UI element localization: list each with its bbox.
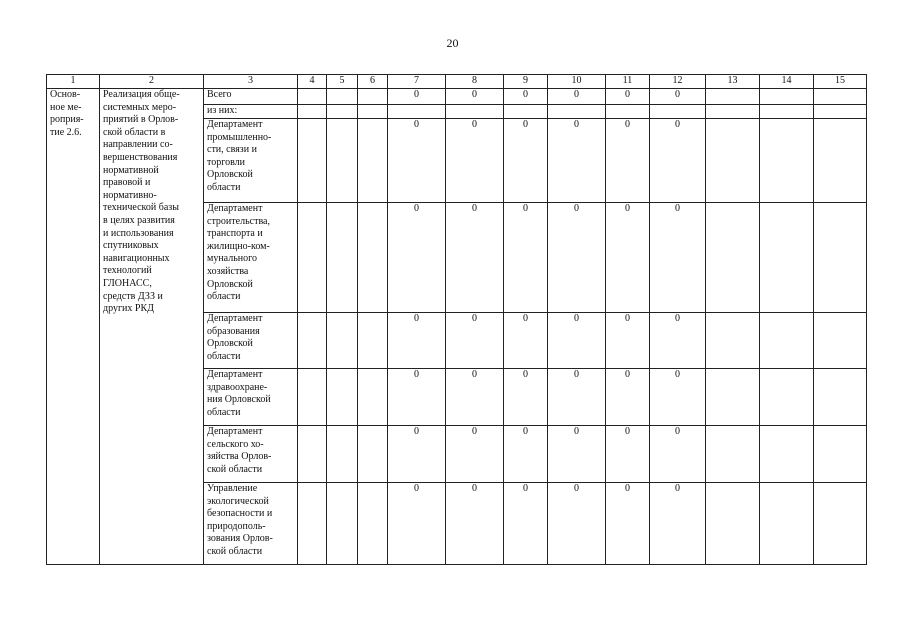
col-header: 12 <box>650 75 706 89</box>
empty-cell <box>358 89 388 105</box>
executor-label: Управление экологической безопасности и природополь- зования Орлов- ской области <box>204 483 298 565</box>
value-cell: 0 <box>548 119 606 203</box>
empty-cell <box>327 203 358 313</box>
col-header: 11 <box>606 75 650 89</box>
col-header: 15 <box>814 75 867 89</box>
value-cell: 0 <box>446 119 504 203</box>
value-cell: 0 <box>650 483 706 565</box>
value-cell: 0 <box>446 483 504 565</box>
value-cell: 0 <box>504 119 548 203</box>
empty-cell <box>760 203 814 313</box>
empty-cell <box>814 119 867 203</box>
value-cell: 0 <box>548 313 606 369</box>
empty-cell <box>298 426 327 483</box>
value-cell: 0 <box>446 89 504 105</box>
empty-cell <box>706 369 760 426</box>
col-header: 10 <box>548 75 606 89</box>
empty-cell <box>298 369 327 426</box>
value-cell: 0 <box>548 89 606 105</box>
empty-cell <box>327 313 358 369</box>
value-cell: 0 <box>388 426 446 483</box>
empty-cell <box>760 426 814 483</box>
value-cell: 0 <box>388 119 446 203</box>
empty-cell <box>706 483 760 565</box>
empty-cell <box>814 426 867 483</box>
value-cell: 0 <box>606 313 650 369</box>
value-cell: 0 <box>606 426 650 483</box>
value-cell <box>650 105 706 119</box>
col-header: 3 <box>204 75 298 89</box>
empty-cell <box>814 203 867 313</box>
value-cell: 0 <box>548 369 606 426</box>
empty-cell <box>298 203 327 313</box>
empty-cell <box>298 313 327 369</box>
empty-cell <box>298 105 327 119</box>
empty-cell <box>814 483 867 565</box>
value-cell: 0 <box>388 369 446 426</box>
empty-cell <box>760 119 814 203</box>
col-header: 2 <box>100 75 204 89</box>
col-header: 8 <box>446 75 504 89</box>
value-cell: 0 <box>650 369 706 426</box>
executor-label: Департамент сельского хо- зяйства Орлов- ской области <box>204 426 298 483</box>
value-cell <box>606 105 650 119</box>
value-cell: 0 <box>504 369 548 426</box>
value-cell: 0 <box>650 426 706 483</box>
value-cell: 0 <box>504 203 548 313</box>
empty-cell <box>760 89 814 105</box>
measure-description: Реализация обще- системных меро- приятий в Орлов- ской области в направлении со- вершенствования нормативной правовой и нормативно- технической базы в целях развития и использования спутниковых навигационных технологий ГЛОНАСС, средств ДЗЗ и других РКД <box>100 89 204 565</box>
value-cell <box>388 105 446 119</box>
value-cell: 0 <box>548 203 606 313</box>
value-cell: 0 <box>606 89 650 105</box>
executor-label: Департамент образования Орловской области <box>204 313 298 369</box>
empty-cell <box>327 105 358 119</box>
col-header: 5 <box>327 75 358 89</box>
table-row <box>47 89 867 105</box>
value-cell: 0 <box>650 119 706 203</box>
empty-cell <box>327 426 358 483</box>
empty-cell <box>358 426 388 483</box>
value-cell: 0 <box>446 203 504 313</box>
empty-cell <box>327 483 358 565</box>
value-cell: 0 <box>606 203 650 313</box>
value-cell: 0 <box>650 203 706 313</box>
value-cell: 0 <box>446 313 504 369</box>
value-cell: 0 <box>548 426 606 483</box>
value-cell: 0 <box>606 119 650 203</box>
empty-cell <box>358 483 388 565</box>
empty-cell <box>358 369 388 426</box>
empty-cell <box>706 203 760 313</box>
value-cell: 0 <box>446 426 504 483</box>
col-header: 1 <box>47 75 100 89</box>
measure-code: Основ- ное ме- роприя- тие 2.6. <box>47 89 100 565</box>
value-cell: 0 <box>504 426 548 483</box>
value-cell: 0 <box>548 483 606 565</box>
col-header: 14 <box>760 75 814 89</box>
executor-label: Департамент строительства, транспорта и жилищно-ком- мунального хозяйства Орловской области <box>204 203 298 313</box>
value-cell: 0 <box>606 483 650 565</box>
empty-cell <box>358 203 388 313</box>
empty-cell <box>327 369 358 426</box>
value-cell: 0 <box>446 369 504 426</box>
value-cell <box>504 105 548 119</box>
executor-label: из них: <box>204 105 298 119</box>
empty-cell <box>760 105 814 119</box>
empty-cell <box>298 119 327 203</box>
budget-table <box>46 74 867 565</box>
value-cell: 0 <box>606 369 650 426</box>
empty-cell <box>706 426 760 483</box>
empty-cell <box>298 483 327 565</box>
value-cell <box>446 105 504 119</box>
empty-cell <box>706 119 760 203</box>
empty-cell <box>760 313 814 369</box>
empty-cell <box>706 313 760 369</box>
empty-cell <box>706 105 760 119</box>
empty-cell <box>358 313 388 369</box>
value-cell: 0 <box>388 203 446 313</box>
page-number: 20 <box>446 36 459 50</box>
empty-cell <box>358 119 388 203</box>
empty-cell <box>760 483 814 565</box>
empty-cell <box>298 89 327 105</box>
value-cell: 0 <box>504 89 548 105</box>
header-row <box>47 75 867 89</box>
empty-cell <box>814 313 867 369</box>
executor-label: Всего <box>204 89 298 105</box>
executor-label: Департамент промышленно- сти, связи и торговли Орловской области <box>204 119 298 203</box>
empty-cell <box>814 369 867 426</box>
value-cell <box>548 105 606 119</box>
value-cell: 0 <box>388 313 446 369</box>
col-header: 4 <box>298 75 327 89</box>
col-header: 7 <box>388 75 446 89</box>
col-header: 6 <box>358 75 388 89</box>
col-header: 9 <box>504 75 548 89</box>
empty-cell <box>327 89 358 105</box>
empty-cell <box>760 369 814 426</box>
empty-cell <box>706 89 760 105</box>
col-header: 13 <box>706 75 760 89</box>
empty-cell <box>327 119 358 203</box>
empty-cell <box>814 89 867 105</box>
value-cell: 0 <box>388 89 446 105</box>
executor-label: Департамент здравоохране- ния Орловской области <box>204 369 298 426</box>
empty-cell <box>814 105 867 119</box>
value-cell: 0 <box>650 89 706 105</box>
value-cell: 0 <box>388 483 446 565</box>
value-cell: 0 <box>504 483 548 565</box>
value-cell: 0 <box>650 313 706 369</box>
empty-cell <box>358 105 388 119</box>
value-cell: 0 <box>504 313 548 369</box>
